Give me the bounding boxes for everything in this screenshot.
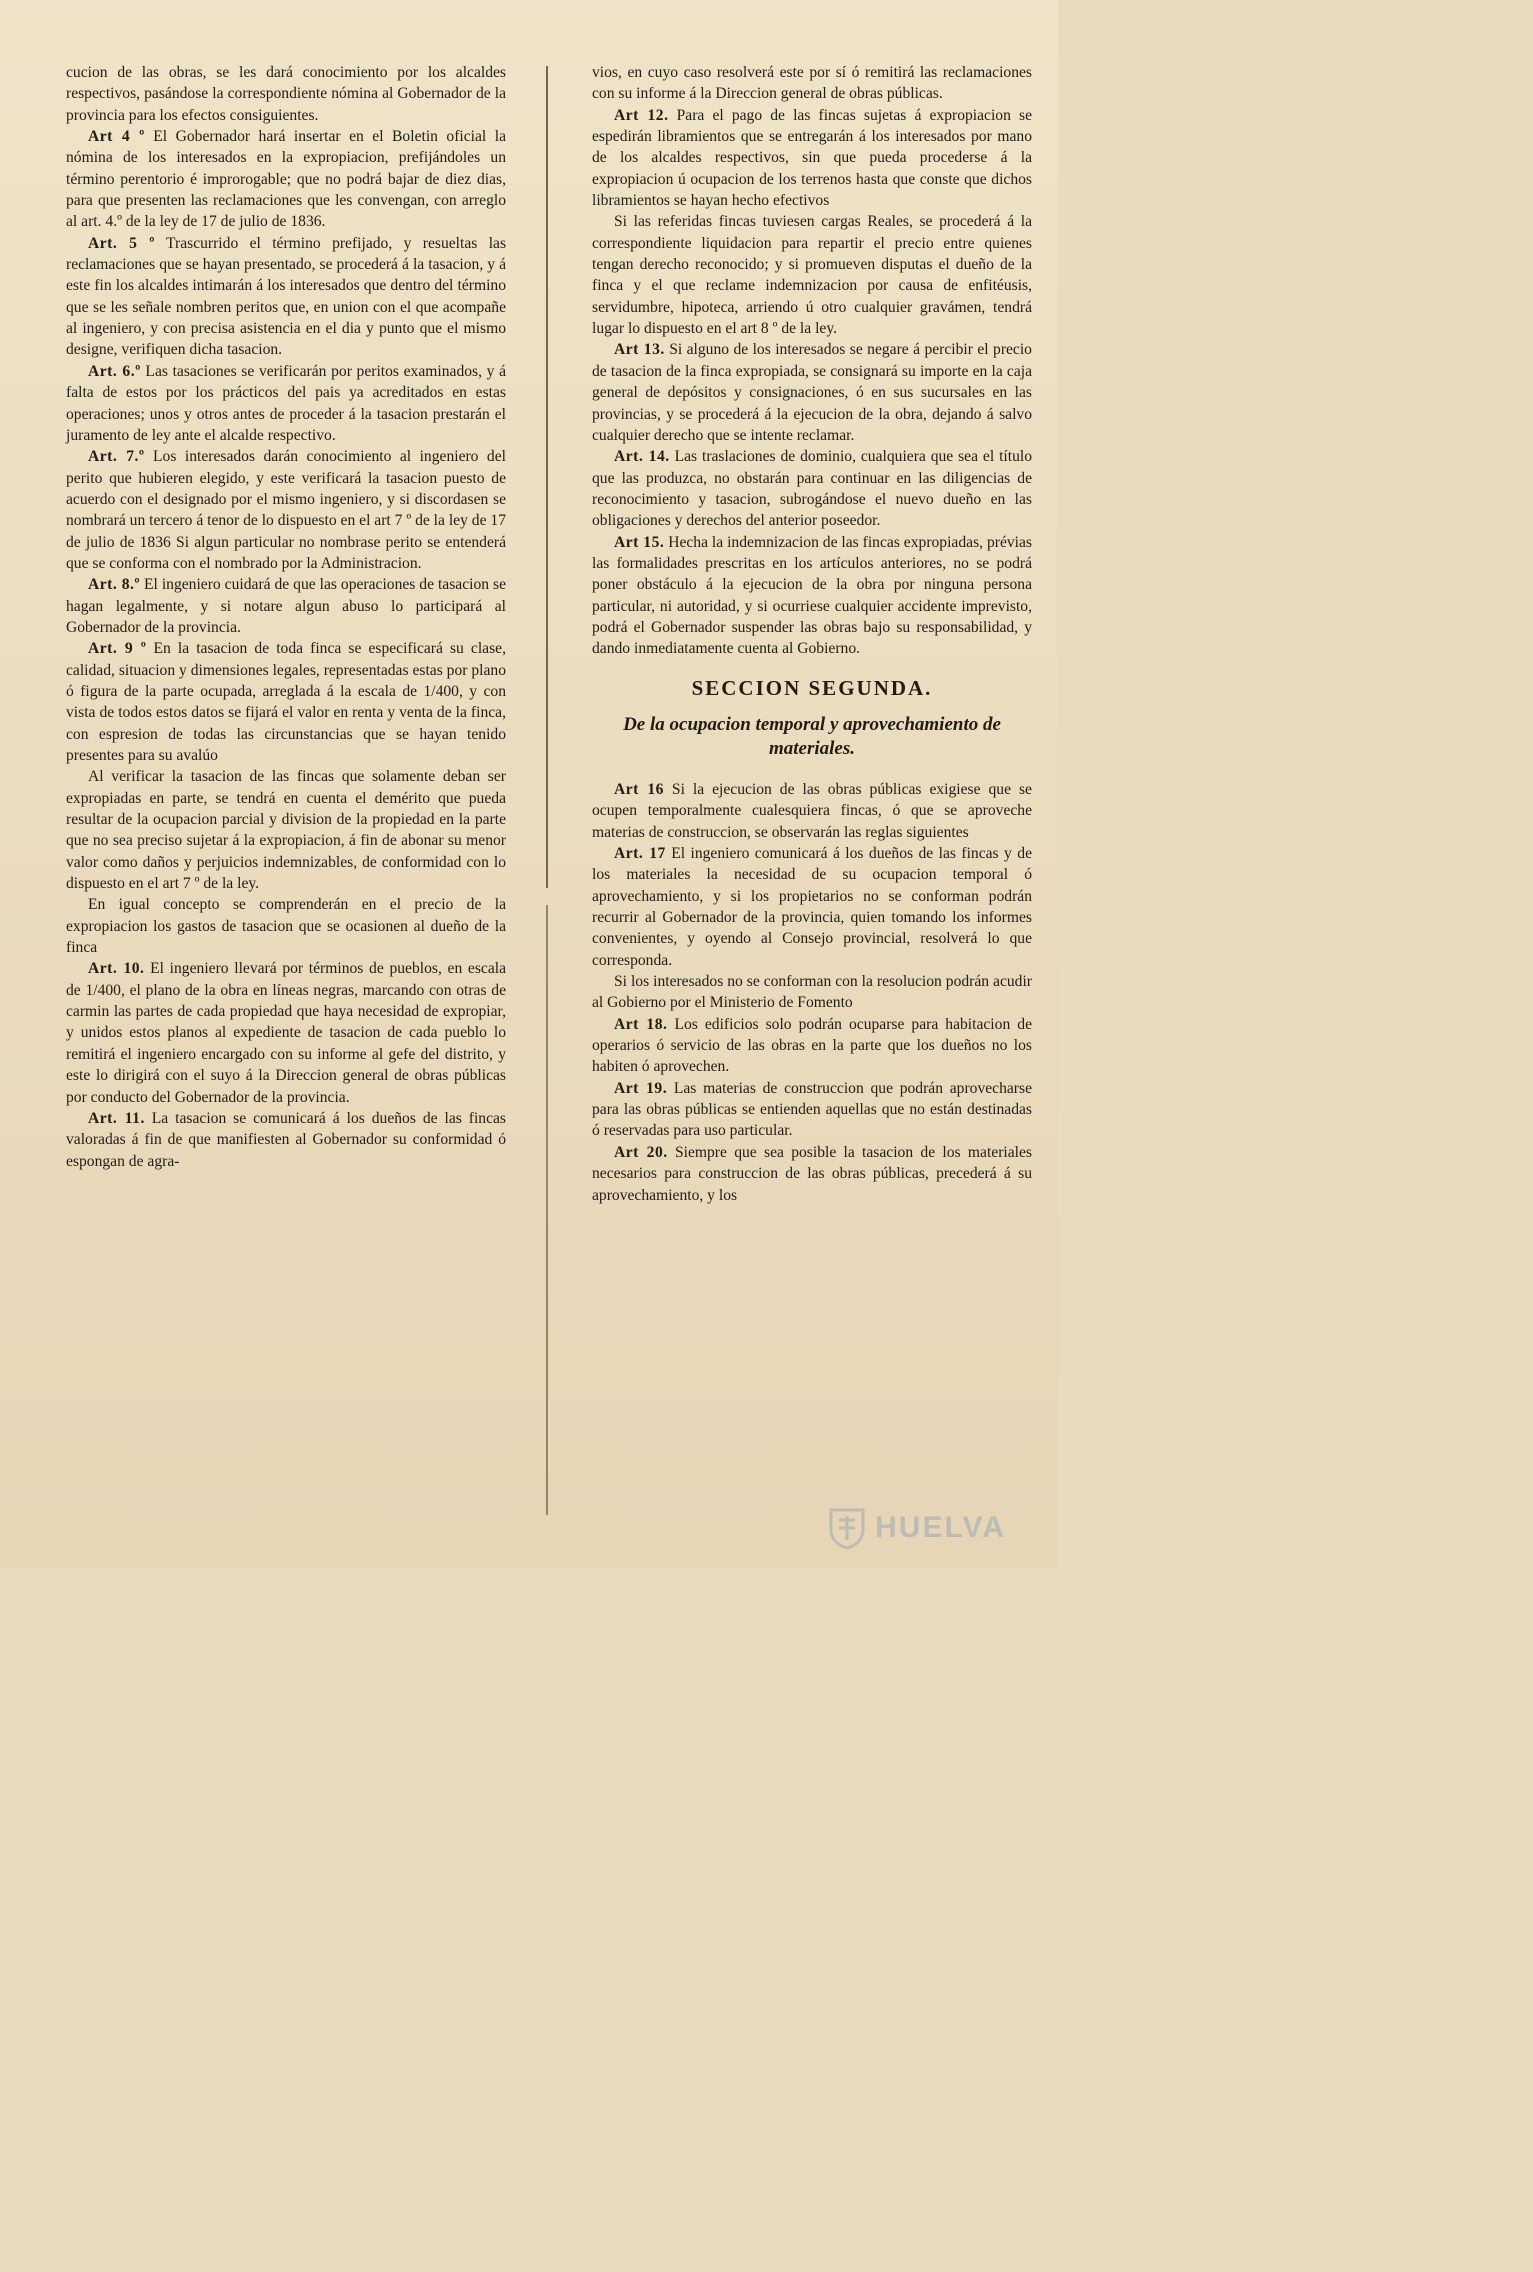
- article-9: [66, 638, 506, 766]
- article-label: Art 20.: [614, 1143, 668, 1161]
- paragraph: vios, en cuyo caso resolverá este por sí ó remitirá las reclamaciones con su informe á la Direccion general de obras públicas.: [592, 64, 1032, 103]
- article-10: [66, 958, 506, 1107]
- article-text: Si la ejecucion de las obras públicas exigiese que se ocupen temporalmente cualesquiera fincas, ó que se aproveche materias de construccion, se observarán las reglas siguientes: [592, 780, 1032, 841]
- article-text: Las tasaciones se verificarán por peritos examinados, y á falta de estos por los prácticos del pais ya acreditados en estas operaciones; unos y otros antes de proceder á la tasacion prestarán el juramento de ley ante el alcalde respectivo.: [66, 362, 507, 444]
- article-label: Art 19.: [614, 1079, 668, 1097]
- article-text: Las materias de construccion que podrán aprovecharse para las obras públicas se entienden aquellas que no están destinadas ó reservadas para uso particular.: [592, 1079, 1032, 1140]
- article-14: [592, 446, 1032, 531]
- paragraph: Si las referidas fincas tuviesen cargas Reales, se procederá á la correspondiente liquidacion para repartir el precio entre quienes tengan derecho reconocido; y si promueven disputas el dueño de la finca y el que reclame indemnizacion por causa de enfitéusis, servidumbre, hipoteca, arriendo ú otro cualquier gravámen, tendrá lugar lo dispuesto en el art 8 º de la ley.: [592, 213, 1032, 338]
- article-label: Art. 9 º: [88, 640, 147, 658]
- section-title: SECCION SEGUNDA.: [691, 675, 933, 700]
- article-label: Art. 14.: [614, 448, 670, 466]
- article-4: [66, 126, 506, 233]
- article-label: Art. 8.º: [88, 576, 141, 594]
- watermark: [827, 1506, 1006, 1550]
- article-5: [66, 233, 506, 361]
- left-column: [66, 62, 506, 1172]
- article-text: El ingeniero comunicará á los dueños de las fincas y de los materiales la necesidad de su ocupacion temporal ó aprovechamiento, y si los propietarios no se conforman podrán recurrir al Gobernador de la provincia, quien tomando los informes convenientes, y oyendo al Consejo provincial, resolverá lo que corresponda.: [592, 845, 1032, 969]
- article-label: Art 15.: [614, 533, 665, 551]
- article-text: Si alguno de los interesados se negare á percibir el precio de tasacion de la finca expropiada, se consignará su importe en la caja general de depósitos y consignaciones, ó en sus sucursales en las provincias, y se procederá á la ejecucion de la obra, dejando á salvo cualquier derecho que se intente reclamar.: [592, 341, 1032, 444]
- article-text: El Gobernador hará insertar en el Boletin oficial la nómina de los interesados en la expropiacion, prefijándoles un término perentorio é improrogable; que no podrá bajar de diez dias, para que presenten las reclamaciones que les convengan, con arreglo al art. 4.º de la ley de 17 de julio de 1836.: [66, 128, 506, 231]
- article-15: [592, 532, 1032, 660]
- article-text: El ingeniero cuidará de que las operaciones de tasacion se hagan legalmente, y si notare algun abuso lo participará al Gobernador de la provincia.: [66, 576, 507, 636]
- article-18: [592, 1014, 1032, 1078]
- article-text: Los interesados darán conocimiento al ingeniero del perito que hubieren elegido, y este verificará la tasacion puesto de acuerdo con el designado por el mismo ingeniero, y si discordasen se nombrará un tercero á tenor de lo dispuesto en el art 7 º de la ley de 17 de julio de 1836 Si algun particular no nombrase perito se entenderá que se conforma con el nombrado por la Administracion.: [66, 448, 506, 572]
- article-text: Los edificios solo podrán ocuparse para habitacion de operarios ó servicio de las obras en la parte que los dueños no los habiten ó aprovechen.: [592, 1015, 1032, 1076]
- article-label: Art 18.: [614, 1015, 668, 1033]
- article-text: Hecha la indemnizacion de las fincas expropiadas, prévias las formalidades prescritas en los artículos anteriores, no se podrá poner obstáculo á la ejecucion de la obra por ninguna persona particular, ni autoridad, y si ocurriese cualquier accidente imprevisto, podrá el Gobernador suspender las obras bajo su responsabilidad, y dando inmediatamente cuenta al Gobierno.: [592, 533, 1032, 658]
- article-17: [592, 843, 1032, 971]
- paragraph: Si los interesados no se conforman con la resolucion podrán acudir al Gobierno por el Ministerio de Fomento: [592, 973, 1032, 1012]
- paragraph: En igual concepto se comprenderán en el precio de la expropiacion los gastos de tasacion que se ocasionen al dueño de la finca: [66, 896, 506, 957]
- column-divider: [546, 66, 548, 888]
- article-text: Para el pago de las fincas sujetas á expropiacion se espedirán libramientos que se entregarán á los interesados por mano de los alcaldes respectivos, sin que pueda procederse á la expropiacion ú ocupacion de los terrenos hasta que conste que dichos libramientos se hayan hecho efectivos: [592, 106, 1032, 210]
- article-20: [592, 1142, 1032, 1206]
- article-11: [66, 1108, 506, 1172]
- article-7: [66, 446, 506, 574]
- article-text: El ingeniero llevará por términos de pueblos, en escala de 1/400, el plano de la obra en líneas negras, marcando con otras de carmin las partes de cada propiedad que haya necesidad de expropiar, y unidos estos planos al expediente de tasacion de cada pueblo lo remitirá el ingeniero encargado con su informe al gefe del distrito, y este lo dirigirá con el suyo á la Direccion general de obras públicas por conducto del Gobernador de la provincia.: [66, 960, 507, 1106]
- watermark-text: HUELVA: [875, 1511, 1006, 1544]
- article-label: Art 13.: [614, 341, 665, 359]
- article-label: Art. 5 º: [88, 234, 155, 252]
- article-16: [592, 779, 1032, 843]
- article-label: Art 12.: [614, 106, 669, 124]
- article-text: Trascurrido el término prefijado, y resueltas las reclamaciones que se hayan presentado, se procederá á la tasacion, y á este fin los alcaldes intimarán á los interesados que dentro del término que se les señale nombren peritos que, en union con el que acompañe al ingeniero, y con precisa asistencia en el dia y punto que el mismo designe, verifiquen dicha tasacion.: [66, 234, 507, 359]
- seal-icon: [827, 1506, 867, 1550]
- paragraph: Al verificar la tasacion de las fincas que solamente deban ser expropiadas en parte, se tendrá en cuenta el demérito que pueda resultar de la ocupacion parcial y division de la propiedad en la parte que no sea preciso sujetar á la expropiacion, á fin de abonar su menor valor como daños y perjuicios indemnizables, de conformidad con lo dispuesto en el art 7 º de la ley.: [66, 768, 506, 893]
- article-19: [592, 1078, 1032, 1142]
- article-13: [592, 339, 1032, 446]
- article-text: Las traslaciones de dominio, cualquiera que sea el título que las produzca, no obstarán para continuar en las diligencias de reconocimiento y tasacion, subrogándose el nuevo dueño en las obligaciones y derechos del anterior poseedor.: [592, 448, 1032, 530]
- paragraph: cucion de las obras, se les dará conocimiento por los alcaldes respectivos, pasándose la correspondiente nómina al Gobernador de la provincia para los efectos consiguientes.: [66, 64, 506, 124]
- article-text: La tasacion se comunicará á los dueños de las fincas valoradas á fin de que manifiesten al Gobernador su conformidad ó espongan de agra-: [66, 1109, 506, 1170]
- column-divider: [546, 905, 548, 1515]
- article-6: [66, 361, 506, 446]
- article-text: Siempre que sea posible la tasacion de los materiales necesarios para construccion de las obras públicas, precederá á su aprovechamiento, y los: [592, 1143, 1032, 1204]
- article-text: En la tasacion de toda finca se especificará su clase, calidad, situacion y dimensiones legales, representadas estas por plano ó figura de la parte ocupada, arreglada á la escala de 1/400, y con vista de todos estos datos se fijará el valor en renta y venta de la finca, con espresion de todas las circunstancias que se hayan tenido presentes para su avalúo: [66, 640, 506, 764]
- article-label: Art 16: [614, 780, 664, 798]
- article-label: Art. 11.: [88, 1109, 145, 1127]
- right-column: [592, 62, 1032, 1206]
- article-label: Art 4 º: [88, 128, 145, 146]
- article-label: Art. 6.º: [88, 362, 141, 380]
- section-subtitle: De la ocupacion temporal y aprovechamiento de materiales.: [623, 713, 1001, 759]
- article-label: Art. 7.º: [88, 448, 145, 466]
- document-page: [0, 0, 1058, 1568]
- article-label: Art. 10.: [88, 960, 145, 978]
- article-12: [592, 105, 1032, 212]
- article-label: Art. 17: [614, 845, 666, 862]
- article-8: [66, 574, 506, 638]
